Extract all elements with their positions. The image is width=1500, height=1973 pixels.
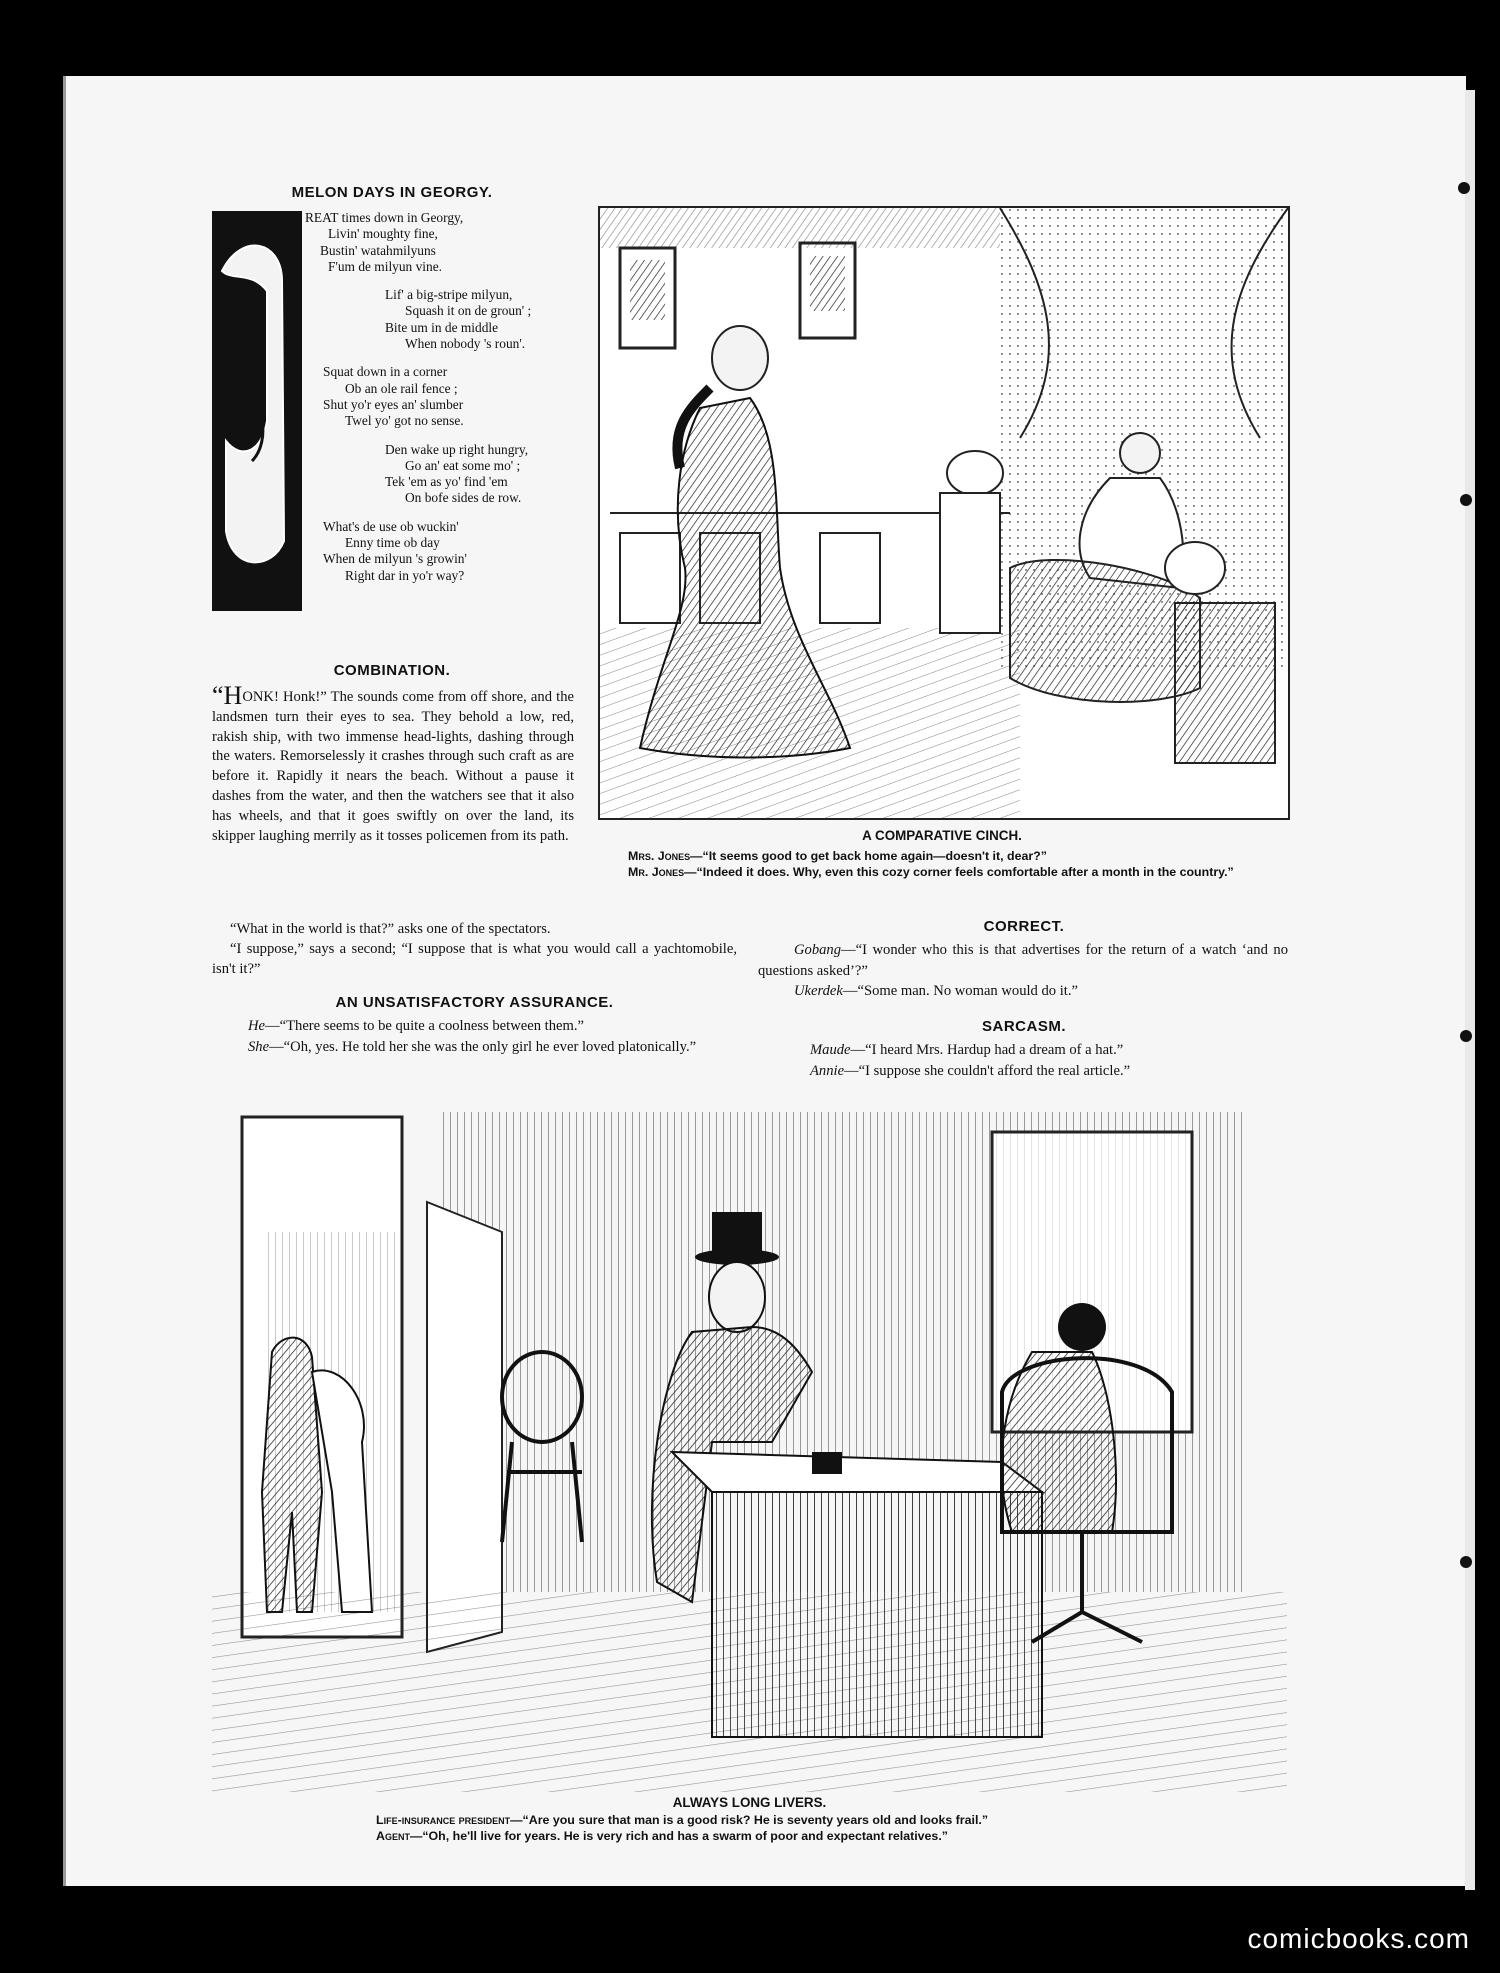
dialogue-line: —“There seems to be quite a coolness between them.” (265, 1018, 584, 1034)
dialogue-line: —“Are you sure that man is a good risk? He is seventy years old and looks frail.” (510, 1813, 989, 1827)
poem-line: Ob an ole rail fence ; (345, 380, 458, 396)
poem-line: Shut yo'r eyes an' slumber (323, 396, 464, 412)
binding-hole (1458, 182, 1470, 194)
speaker: She (248, 1038, 270, 1055)
correct-body (758, 940, 1288, 1002)
binding-hole (1460, 1556, 1472, 1568)
poem-line: Bite um in de middle (385, 319, 499, 335)
speaker: Gobang (794, 942, 842, 958)
combination-dialogue (212, 920, 737, 979)
poem-line: Squash it on de groun' ; (405, 303, 532, 319)
poem-line: F'um de milyun vine. (328, 258, 442, 274)
dialogue-line: —“Some man. No woman would do it.” (842, 983, 1078, 999)
poem-line: Enny time ob day (345, 535, 440, 551)
poem-line: Tek 'em as yo' find 'em (385, 474, 508, 490)
binding-hole (1460, 494, 1472, 506)
combination-body (212, 681, 574, 846)
sarcasm-body (758, 1040, 1288, 1081)
poem-title: MELON DAYS IN GEORGY. (291, 184, 493, 201)
speaker: Ukerdek (794, 983, 843, 999)
page-edge (1465, 90, 1475, 1890)
cartoon-always-long-livers (212, 1112, 1287, 1792)
livers-caption (376, 1812, 1276, 1844)
poem-body (305, 210, 575, 584)
poem-line: Bustin' watahmilyuns (320, 242, 436, 258)
poem-line: On bofe sides de row. (405, 490, 522, 506)
speaker: Maude (810, 1042, 851, 1058)
dialogue-line: —“I suppose she couldn't afford the real article.” (844, 1062, 1131, 1079)
cartoon-comparative-cinch (598, 206, 1290, 820)
poem-line: When nobody 's roun'. (405, 336, 526, 352)
poem-line: Go an' eat some mo' ; (405, 457, 521, 473)
poem-line: REAT times down in Georgy, (305, 210, 464, 225)
cinch-caption (598, 848, 1290, 880)
dialogue-line: —“It seems good to get back home again—doesn't it, dear?” (690, 849, 1047, 863)
binding-hole (1460, 1030, 1472, 1042)
cinch-title: A COMPARATIVE CINCH. (862, 828, 1022, 843)
speaker: Agent (376, 1829, 410, 1843)
speaker: Annie (810, 1062, 845, 1079)
dropcap-illustration (212, 211, 302, 611)
sarcasm-title: SARCASM. (981, 1018, 1066, 1035)
speaker: Mr. Jones (628, 865, 685, 879)
combination-paragraph: ONK! Honk!” The sounds come from off shore, and the landsmen turn their eyes to sea. They behold a low, red, rakish ship, with two immense head-lights, dashing through the waters. Remorselessly it crashes through such craft as are before it. Rapidly it nears the beach. Without a pause it dashes from the water, and then the watchers see that it also has wheels, and that it goes swiftly on over the land, its skipper laughing merrily as it tosses policemen from its path. (212, 689, 574, 844)
poem-line: Lif' a big-stripe milyun, (385, 287, 513, 303)
poem-line: When de milyun 's growin' (323, 551, 467, 567)
site-watermark: comicbooks.com (1247, 1923, 1470, 1954)
speaker: Mrs. Jones (628, 849, 691, 863)
poem-line: What's de use ob wuckin' (323, 518, 459, 534)
speaker: Life-insurance president (376, 1813, 511, 1827)
combination-paragraph: “What in the world is that?” asks one of the spectators. (230, 921, 551, 937)
poem-line: Squat down in a corner (323, 364, 448, 380)
dialogue-line: —“Oh, he'll live for years. He is very rich and has a swarm of poor and expectant relatives.” (409, 1829, 948, 1843)
poem-line: Den wake up right hungry, (385, 441, 529, 457)
combination-drop-letter: “H (212, 681, 243, 710)
combination-paragraph: “I suppose,” says a second; “I suppose that is what you would call a yachtomobile, isn't it?” (212, 940, 737, 977)
dialogue-line: —“I wonder who this is that advertises for the return of a watch ‘and no questions asked’?” (758, 942, 1288, 979)
poem-line: Right dar in yo'r way? (345, 567, 465, 583)
poem-line: Livin' moughty fine, (328, 226, 438, 242)
combination-title: COMBINATION. (333, 662, 451, 679)
speaker: He (248, 1018, 266, 1034)
dialogue-line: —“Indeed it does. Why, even this cozy corner feels comfortable after a month in the country.” (684, 865, 1234, 879)
poem-line: Twel yo' got no sense. (345, 413, 464, 429)
dialogue-line: —“Oh, yes. He told her she was the only girl he ever loved platonically.” (269, 1038, 697, 1055)
assurance-title: AN UNSATISFACTORY ASSURANCE. (335, 994, 614, 1011)
assurance-body (212, 1016, 737, 1057)
livers-title: ALWAYS LONG LIVERS. (672, 1795, 827, 1810)
correct-title: CORRECT. (983, 918, 1065, 935)
dialogue-line: —“I heard Mrs. Hardup had a dream of a hat.” (850, 1042, 1124, 1058)
